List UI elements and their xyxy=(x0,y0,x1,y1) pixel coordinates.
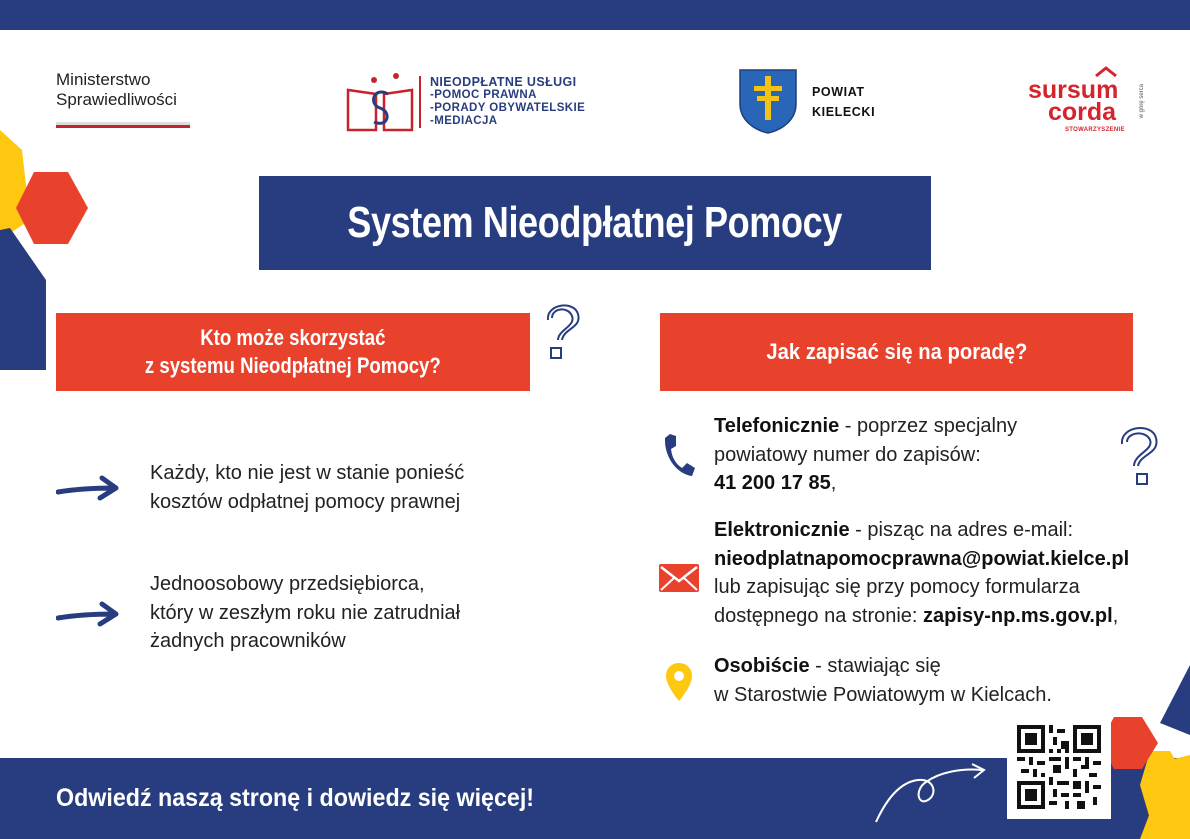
left-heading-line2: z systemu Nieodpłatnej Pomocy? xyxy=(145,353,441,378)
item2-line1: Jednoosobowy przedsiębiorca, xyxy=(150,573,425,595)
location-pin-icon xyxy=(665,662,693,702)
page-title: System Nieodpłatnej Pomocy xyxy=(347,198,843,247)
sursum-corda-logo xyxy=(1028,66,1148,136)
personal-text1: - stawiając się xyxy=(809,655,941,677)
powiat-line1: POWIAT xyxy=(812,85,865,99)
qr-code-image xyxy=(1017,725,1101,809)
sursum-side: w górę serca xyxy=(1139,84,1145,119)
item2-line2: który w zeszłym roku nie zatrudniał xyxy=(150,601,461,624)
top-band xyxy=(0,0,1190,30)
personal-contact xyxy=(714,652,1154,709)
nu-line1: NIEODPŁATNE USŁUGI xyxy=(430,75,577,89)
sursum-sub: STOWARZYSZENIE xyxy=(1065,127,1125,133)
ministry-flag-rule xyxy=(56,122,190,128)
phone-tail: , xyxy=(830,472,837,494)
item2-line3: żadnych pracowników xyxy=(150,630,346,652)
personal-bold: Osobiście xyxy=(714,655,810,677)
eligibility-item-1 xyxy=(150,459,530,516)
sursum-word: sursum xyxy=(1028,76,1119,104)
email-address-link[interactable]: nieodplatnapomocprawna@powiat.kielce.pl xyxy=(714,547,1130,570)
email-text3: dostępnego na stronie: xyxy=(714,604,924,627)
email-bold: Elektronicznie xyxy=(714,519,850,541)
qr-code[interactable] xyxy=(1007,716,1111,819)
question-mark-icon xyxy=(538,298,588,364)
corda-word: corda xyxy=(1048,98,1117,126)
swirl-arrow-icon xyxy=(872,760,996,826)
item1-line2: kosztów odpłatnej pomocy prawnej xyxy=(150,490,461,513)
cta-text xyxy=(56,784,570,813)
nu-line3: -PORADY OBYWATELSKIE xyxy=(430,102,586,114)
phone-text1: - poprzez specjalny xyxy=(839,415,1018,437)
arrow-right-icon xyxy=(56,474,120,506)
email-text1: - pisząc na adres e-mail: xyxy=(849,519,1074,541)
title-banner xyxy=(259,176,931,270)
item1-line1: Każdy, kto nie jest w stanie ponieść xyxy=(150,462,465,484)
powiat-line2: KIELECKI xyxy=(812,105,876,119)
nieodplatne-divider xyxy=(419,76,421,128)
left-heading-line1: Kto może skorzystać xyxy=(200,325,386,350)
email-tail: , xyxy=(1112,604,1119,627)
phone-contact xyxy=(714,412,1154,498)
email-text2: lub zapisując się przy pomocy formularza xyxy=(714,576,1080,598)
envelope-icon xyxy=(658,560,700,594)
nieodplatne-logo-text xyxy=(430,76,585,128)
phone-bold: Telefonicznie xyxy=(714,415,840,437)
nu-line4: -MEDIACJA xyxy=(430,115,498,127)
personal-text2: w Starostwie Powiatowym w Kielcach. xyxy=(714,683,1052,706)
email-contact xyxy=(714,516,1154,630)
powiat-crest-icon xyxy=(738,68,798,134)
nieodplatne-emblem xyxy=(344,68,416,134)
eligibility-item-2 xyxy=(150,570,530,656)
cta-label: Odwiedź naszą stronę i dowiedz się więcej! xyxy=(56,784,535,812)
arrow-right-icon xyxy=(56,600,120,632)
nu-line2: -POMOC PRAWNA xyxy=(430,89,537,101)
website-link[interactable]: zapisy-np.ms.gov.pl xyxy=(923,604,1113,627)
right-heading-box xyxy=(660,313,1133,391)
ministry-line2: Sprawiedliwości xyxy=(56,90,177,109)
phone-number[interactable]: 41 200 17 85 xyxy=(714,472,831,494)
phone-text2: powiatowy numer do zapisów: xyxy=(714,443,981,466)
right-heading: Jak zapisać się na poradę? xyxy=(765,339,1027,364)
phone-icon xyxy=(662,432,696,478)
ministry-logo xyxy=(56,70,196,110)
ministry-line1: Ministerstwo xyxy=(56,70,151,89)
powiat-logo-text xyxy=(812,82,875,122)
left-heading-box xyxy=(56,313,530,391)
